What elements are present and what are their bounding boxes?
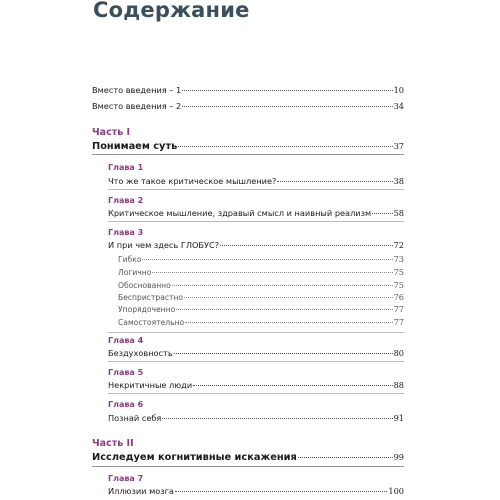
chapter-label: Глава 7: [108, 474, 144, 483]
toc-entry-intro-1[interactable]: [92, 85, 404, 96]
toc-entry-chapter-7[interactable]: [108, 486, 404, 497]
subentry-label: Логично: [118, 268, 152, 277]
leader-dots: [220, 245, 392, 246]
toc-subentry[interactable]: [118, 267, 404, 278]
page-number: 34: [393, 101, 404, 111]
page-number: 77: [393, 304, 404, 314]
chapter-divider: [108, 189, 404, 190]
toc-entry-part-1[interactable]: [92, 140, 404, 153]
page-number: 75: [393, 267, 404, 277]
chapter-divider: [108, 221, 404, 222]
page-number: 77: [393, 317, 404, 327]
chapter-title: Познай себя: [108, 413, 162, 423]
leader-dots: [172, 285, 393, 286]
chapter-divider: [108, 361, 404, 362]
leader-dots: [372, 213, 392, 214]
toc-subentry[interactable]: [118, 304, 404, 315]
toc-entry-chapter-4[interactable]: [108, 348, 404, 359]
toc-entry-chapter-2[interactable]: [108, 208, 404, 219]
toc-entry-label: Вместо введения – 1: [92, 85, 182, 95]
page-number: 58: [393, 208, 404, 218]
page-number: 88: [393, 380, 404, 390]
chapter-title: И при чем здесь ГЛОБУС?: [108, 240, 220, 250]
part-divider: [92, 466, 404, 467]
leader-dots: [142, 259, 392, 260]
subentry-label: Обоснованно: [118, 281, 171, 290]
part-title: Исследуем когнитивные искажения: [92, 452, 297, 463]
page-number: 72: [393, 240, 404, 250]
toc-entry-intro-2[interactable]: [92, 101, 404, 112]
subentry-label: Упорядоченно: [118, 305, 176, 314]
toc-entry-chapter-3[interactable]: [108, 240, 404, 251]
toc-entry-chapter-1[interactable]: [108, 176, 404, 187]
part-label: Часть II: [92, 438, 134, 449]
leader-dots: [152, 272, 392, 273]
subentry-label: Беспристрастно: [118, 293, 184, 302]
leader-dots: [184, 297, 393, 298]
page-number: 73: [393, 254, 404, 264]
leader-dots: [178, 146, 392, 147]
toc-subentry[interactable]: [118, 317, 404, 328]
chapter-label: Глава 4: [108, 336, 144, 345]
page-number: 80: [393, 348, 404, 358]
toc-entry-part-2[interactable]: [92, 451, 404, 464]
page-number: 100: [388, 486, 404, 496]
chapter-title: Некритичные люди: [108, 380, 193, 390]
leader-dots: [185, 322, 392, 323]
part-title: Понимаем суть: [92, 141, 178, 152]
toc-entry-chapter-6[interactable]: [108, 413, 404, 424]
leader-dots: [182, 90, 392, 91]
leader-dots: [176, 309, 392, 310]
page-number: 75: [393, 280, 404, 290]
leader-dots: [193, 385, 392, 386]
leader-dots: [182, 106, 392, 107]
part-divider: [92, 154, 404, 155]
page-number: 10: [393, 85, 404, 95]
toc-subentry[interactable]: [118, 280, 404, 291]
subentry-label: Гибко: [118, 255, 142, 264]
leader-dots: [162, 418, 392, 419]
chapter-title: Что же такое критическое мышление?: [108, 176, 277, 186]
page-number: 76: [393, 292, 404, 302]
page-number: 91: [393, 413, 404, 423]
part-label: Часть I: [92, 127, 131, 138]
chapter-title: Бездуховность: [108, 348, 173, 358]
chapter-divider: [108, 332, 404, 333]
page-title: Содержание: [93, 0, 250, 22]
chapter-label: Глава 5: [108, 368, 144, 377]
leader-dots: [174, 353, 393, 354]
chapter-label: Глава 3: [108, 228, 144, 237]
page-number: 99: [393, 452, 404, 462]
chapter-divider: [108, 393, 404, 394]
chapter-label: Глава 6: [108, 400, 144, 409]
page-number: 38: [393, 176, 404, 186]
chapter-title: Иллюзии мозга: [108, 486, 174, 496]
chapter-label: Глава 2: [108, 196, 144, 205]
page-number: 37: [393, 141, 404, 151]
toc-subentry[interactable]: [118, 292, 404, 303]
subentry-label: Самостоятельно: [118, 318, 185, 327]
toc-subentry[interactable]: [118, 254, 404, 265]
toc-entry-label: Вместо введения – 2: [92, 101, 182, 111]
leader-dots: [277, 181, 392, 182]
leader-dots: [298, 457, 393, 458]
chapter-label: Глава 1: [108, 163, 144, 172]
leader-dots: [175, 491, 387, 492]
toc-entry-chapter-5[interactable]: [108, 380, 404, 391]
chapter-title: Критическое мышление, здравый смысл и наивный реализм: [108, 208, 372, 218]
